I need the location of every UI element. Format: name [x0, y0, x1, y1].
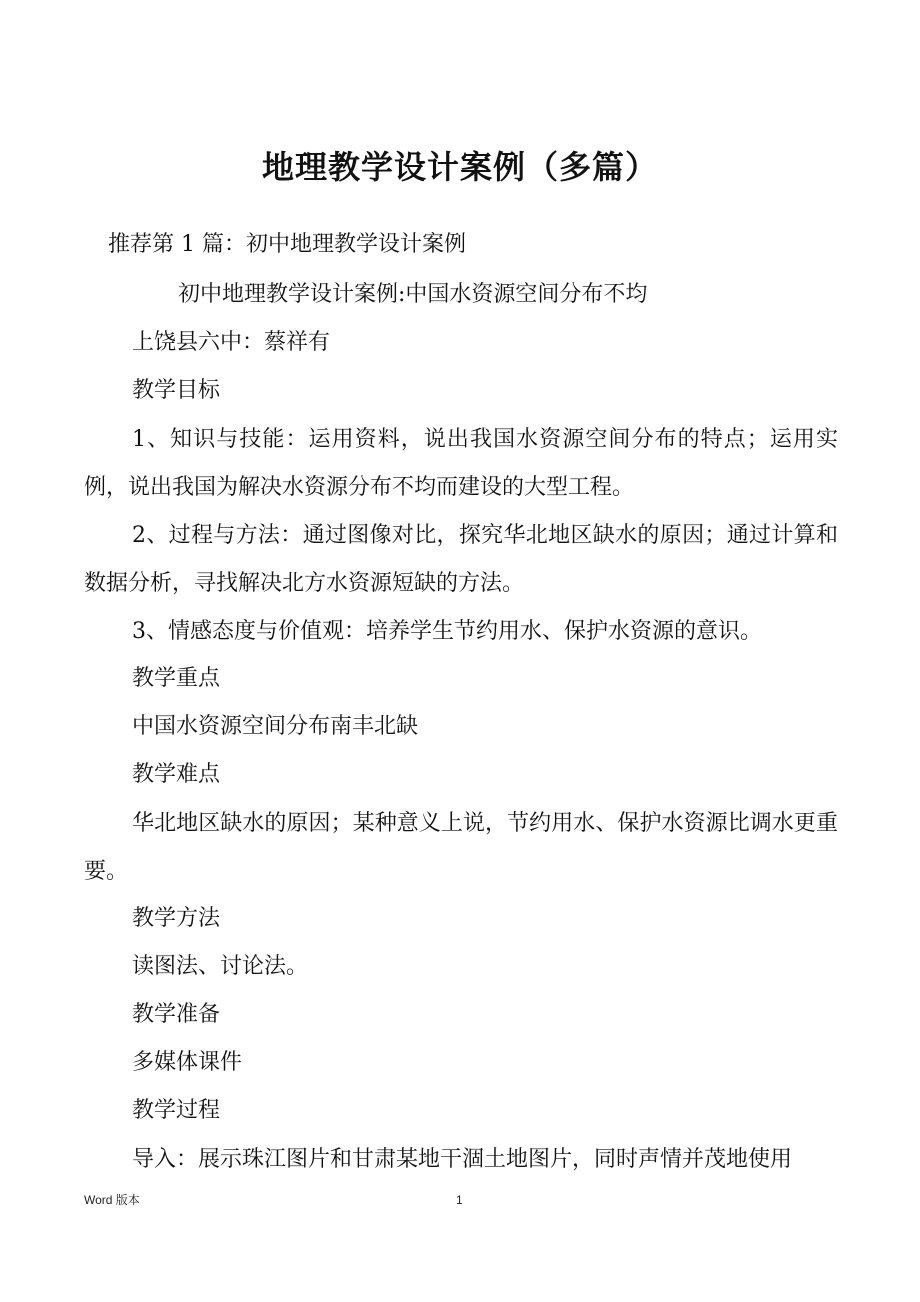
article-subtitle: 初中地理教学设计案例:中国水资源空间分布不均	[178, 282, 648, 307]
difficulty-paragraph: 华北地区缺水的原因；某种意义上说，节约用水、保护水资源比调水更重要。	[84, 811, 838, 884]
goal-3-paragraph: 3、情感态度与价值观：培养学生节约用水、保护水资源的意识。	[132, 619, 762, 644]
key-text: 中国水资源空间分布南丰北缺	[132, 714, 419, 739]
goal-1-paragraph: 1、知识与技能：运用资料，说出我国水资源空间分布的特点；运用实例，说出我国为解决水资源分布不均而建设的大型工程。	[84, 427, 838, 500]
prep-heading: 教学准备	[132, 1002, 221, 1027]
method-text: 读图法、讨论法。	[132, 954, 309, 979]
goal-2-paragraph: 2、过程与方法：通过图像对比，探究华北地区缺水的原因；通过计算和数据分析，寻找解决北方水资源短缺的方法。	[84, 523, 838, 596]
intro-paragraph: 导入：展示珠江图片和甘肃某地干涸土地图片，同时声情并茂地使用	[132, 1147, 793, 1172]
page-number: 1	[456, 1193, 463, 1207]
goals-heading: 教学目标	[132, 378, 221, 403]
footer-label: Word 版本	[84, 1193, 140, 1207]
process-heading: 教学过程	[132, 1098, 221, 1123]
method-heading: 教学方法	[132, 906, 221, 931]
difficulty-heading: 教学难点	[132, 762, 221, 787]
document-title: 地理教学设计案例（多篇）	[261, 148, 658, 186]
author-line: 上饶县六中：蔡祥有	[132, 330, 331, 355]
key-heading: 教学重点	[132, 666, 221, 691]
prep-text: 多媒体课件	[132, 1050, 243, 1075]
recommend-heading: 推荐第 1 篇：初中地理教学设计案例	[108, 232, 466, 257]
